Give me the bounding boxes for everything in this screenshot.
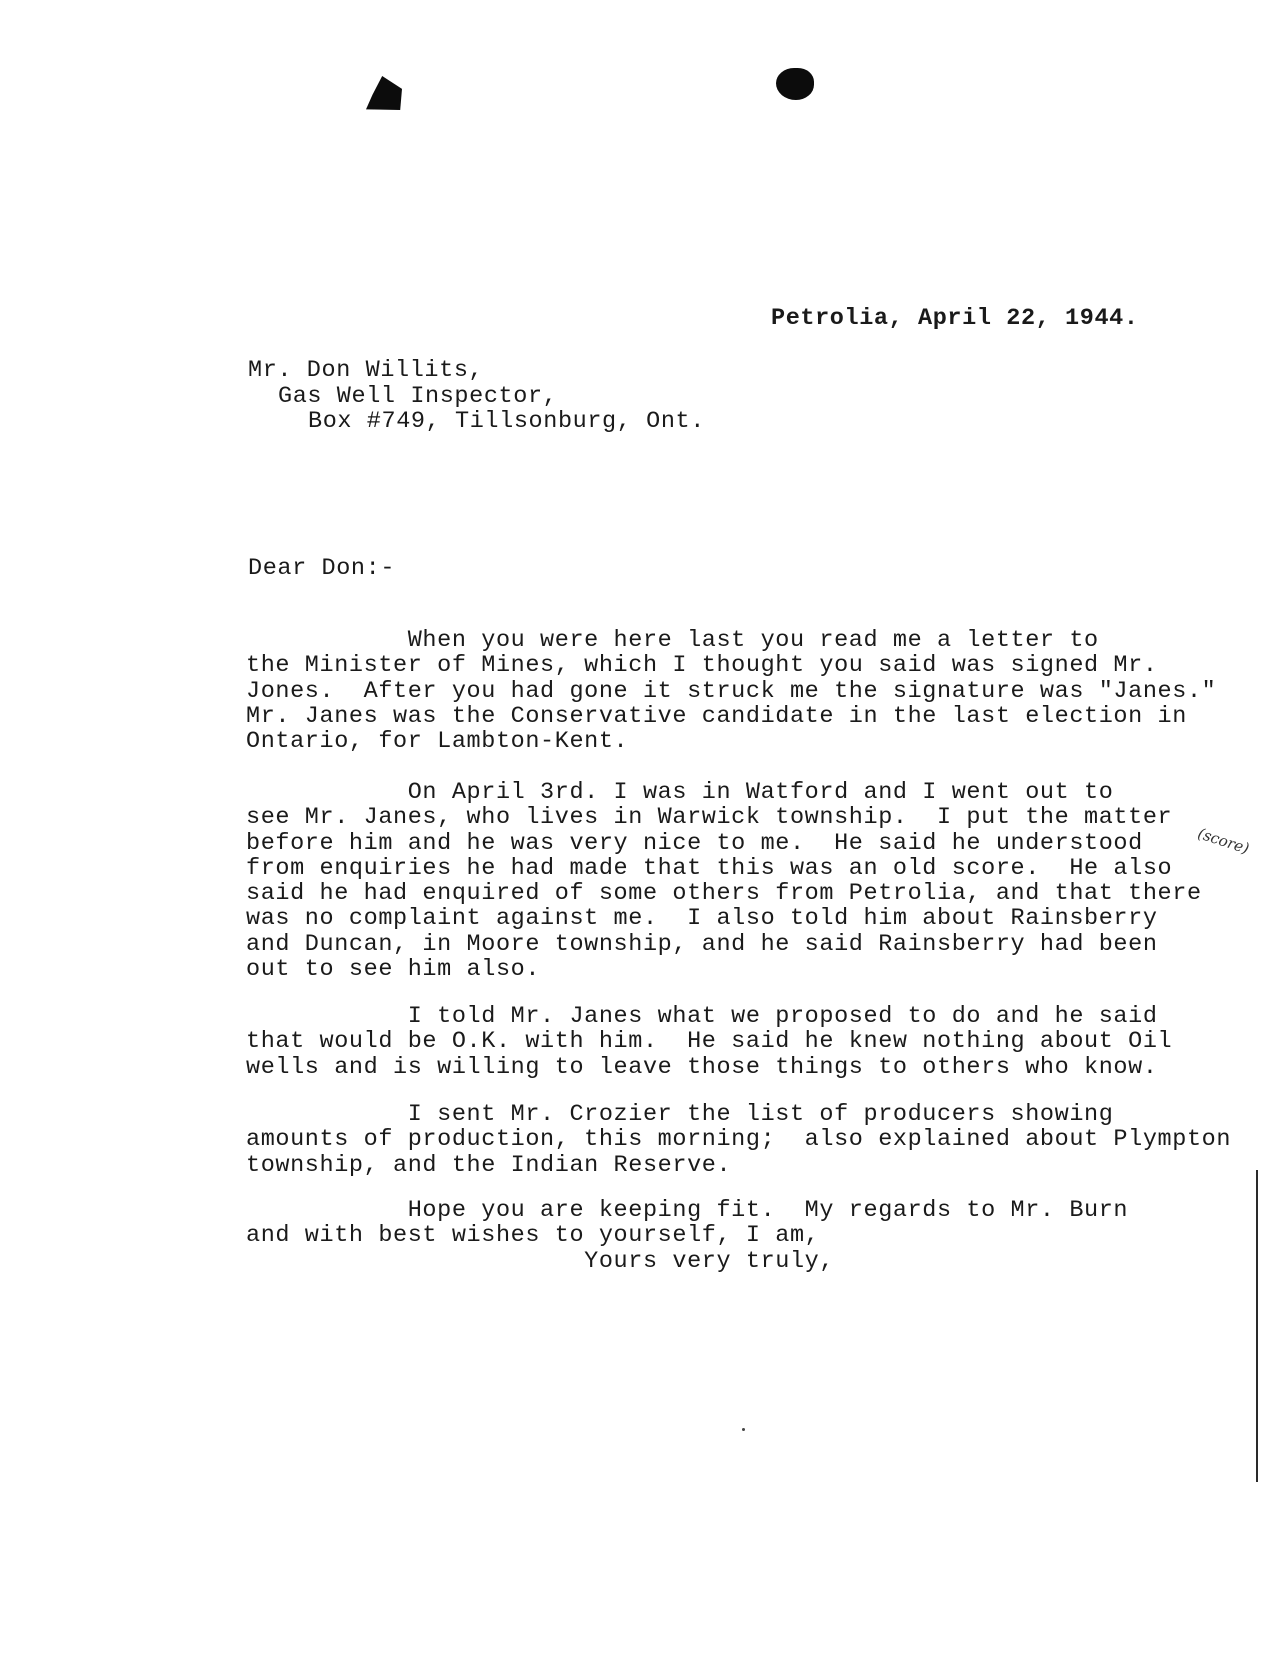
paragraph-line: wells and is willing to leave those things to others who know. (246, 1053, 1158, 1081)
paragraph-line: and Duncan, in Moore township, and he said Rainsberry had been (246, 930, 1158, 958)
paragraph-line: Ontario, for Lambton-Kent. (246, 728, 629, 756)
paragraph-line: before him and he was very nice to me. He said he understood (246, 829, 1143, 857)
paragraph-line: that would be O.K. with him. He said he knew nothing about Oil (246, 1028, 1173, 1056)
paragraph-5-closing (246, 1198, 1246, 1274)
paragraph-4 (246, 1102, 1246, 1178)
recipient-name: Mr. Don Willits, (248, 357, 484, 384)
paragraph-line: township, and the Indian Reserve. (246, 1151, 732, 1179)
paragraph-line: was no complaint against me. I also told him about Rainsberry (246, 905, 1158, 933)
paragraph-line: On April 3rd. I was in Watford and I went out to (246, 779, 1114, 806)
paragraph-line: I told Mr. Janes what we proposed to do and he said (246, 1003, 1158, 1030)
paragraph-line: I sent Mr. Crozier the list of producers showing (246, 1101, 1114, 1128)
paragraph-3 (246, 1004, 1246, 1080)
paragraph-line: Hope you are keeping fit. My regards to Mr. Burn (246, 1197, 1129, 1224)
paragraph-line: When you were here last you read me a letter to (246, 627, 1099, 654)
paragraph-line: see Mr. Janes, who lives in Warwick township. I put the matter (246, 804, 1173, 832)
paragraph-line: amounts of production, this morning; also explained about Plympton (246, 1126, 1232, 1154)
paragraph-line: out to see him also. (246, 956, 541, 984)
letter-date: Petrolia, April 22, 1944. (771, 305, 1139, 332)
paragraph-line: Jones. After you had gone it struck me the signature was "Janes." (246, 677, 1217, 705)
paragraph-line: Mr. Janes was the Conservative candidate in the last election in (246, 702, 1187, 730)
salutation: Dear Don:- (248, 555, 396, 582)
handwritten-margin-note: (score) (1195, 824, 1252, 858)
paragraph-1 (246, 628, 1246, 754)
paragraph-2 (246, 780, 1246, 982)
paragraph-line: from enquiries he had made that this was an old score. He also (246, 854, 1173, 882)
paragraph-line: and with best wishes to yourself, I am, (246, 1222, 820, 1250)
recipient-title: Gas Well Inspector, (278, 383, 558, 410)
recipient-address: Box #749, Tillsonburg, Ont. (308, 408, 705, 435)
punch-hole-left (366, 76, 402, 110)
margin-line (1256, 1170, 1258, 1482)
paragraph-line: the Minister of Mines, which I thought you said was signed Mr. (246, 652, 1158, 680)
paragraph-line: said he had enquired of some others from Petrolia, and that there (246, 880, 1202, 908)
complimentary-close: Yours very truly, (246, 1247, 835, 1275)
paper-speck (742, 1428, 745, 1431)
punch-hole-right (776, 68, 814, 100)
